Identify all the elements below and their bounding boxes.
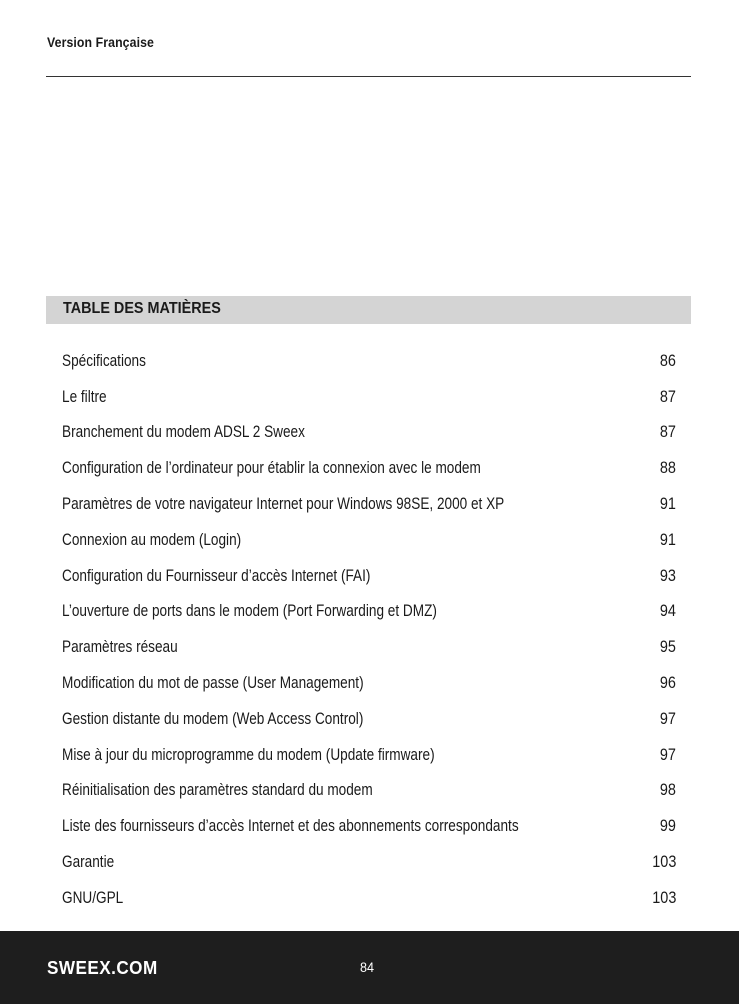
toc-entry: [62, 450, 676, 486]
toc-entry-label: GNU/GPL: [62, 887, 124, 907]
toc-entry-label: Le filtre: [62, 386, 107, 406]
toc-entry: [62, 701, 676, 737]
toc-entry: [62, 594, 676, 630]
toc-entry: [62, 522, 676, 558]
toc-entry: [62, 737, 676, 773]
toc-entry-page: 93: [659, 565, 676, 585]
toc-entry-label: Mise à jour du microprogramme du modem (Update firmware): [62, 744, 435, 764]
toc-entry: [62, 379, 676, 415]
toc-entry-page: 86: [659, 350, 676, 370]
toc-entry-label: Liste des fournisseurs d’accès Internet et des abonnements correspondants: [62, 816, 519, 836]
page-footer: [0, 931, 739, 1004]
page-number: 84: [360, 959, 375, 975]
toc-entry-label: Connexion au modem (Login): [62, 529, 242, 549]
toc-entry-page: 88: [659, 458, 676, 478]
toc-entry-label: Branchement du modem ADSL 2 Sweex: [62, 422, 305, 442]
toc-entry-page: 87: [659, 386, 676, 406]
toc-entry: [62, 558, 676, 594]
toc-entry-label: Modification du mot de passe (User Management): [62, 673, 364, 693]
toc-entry-label: Configuration du Fournisseur d’accès Internet (FAI): [62, 565, 371, 585]
toc-entry-label: Gestion distante du modem (Web Access Control): [62, 708, 364, 728]
toc-entry: [62, 486, 676, 522]
toc-entry-page: 91: [659, 494, 676, 514]
toc-entry-label: Configuration de l’ordinateur pour établir la connexion avec le modem: [62, 458, 481, 478]
header-divider: [46, 76, 691, 77]
toc-entry-page: 87: [659, 422, 676, 442]
toc-entry: [62, 343, 676, 379]
toc-entry-page: 96: [659, 673, 676, 693]
toc-entry-page: 103: [651, 852, 676, 872]
toc-entry: [62, 773, 676, 809]
toc-entry: [62, 844, 676, 880]
toc-entry-page: 99: [659, 816, 676, 836]
toc-entry-page: 95: [659, 637, 676, 657]
toc-entry-page: 97: [659, 744, 676, 764]
toc-title-bar: [46, 296, 691, 324]
toc-entry-page: 97: [659, 708, 676, 728]
toc-entry: [62, 808, 676, 844]
toc-entry: [62, 415, 676, 451]
toc-entry: [62, 880, 676, 916]
toc-entry-label: L’ouverture de ports dans le modem (Port Forwarding et DMZ): [62, 601, 437, 621]
brand-logo: SWEEX.COM: [47, 958, 158, 978]
toc-entry-page: 94: [659, 601, 676, 621]
toc-entry-label: Réinitialisation des paramètres standard du modem: [62, 780, 373, 800]
toc-entry-label: Paramètres de votre navigateur Internet pour Windows 98SE, 2000 et XP: [62, 494, 505, 514]
toc-entry: [62, 629, 676, 665]
toc-entry-page: 91: [659, 529, 676, 549]
toc-entry-label: Paramètres réseau: [62, 637, 178, 657]
page-header-label: Version Française: [47, 34, 154, 50]
toc-entry-page: 98: [659, 780, 676, 800]
toc-entry-page: 103: [651, 887, 676, 907]
toc-title: TABLE DES MATIÈRES: [63, 300, 221, 317]
toc-entry: [62, 665, 676, 701]
toc-list: [62, 343, 676, 916]
toc-entry-label: Garantie: [62, 852, 115, 872]
toc-entry-label: Spécifications: [62, 350, 146, 370]
